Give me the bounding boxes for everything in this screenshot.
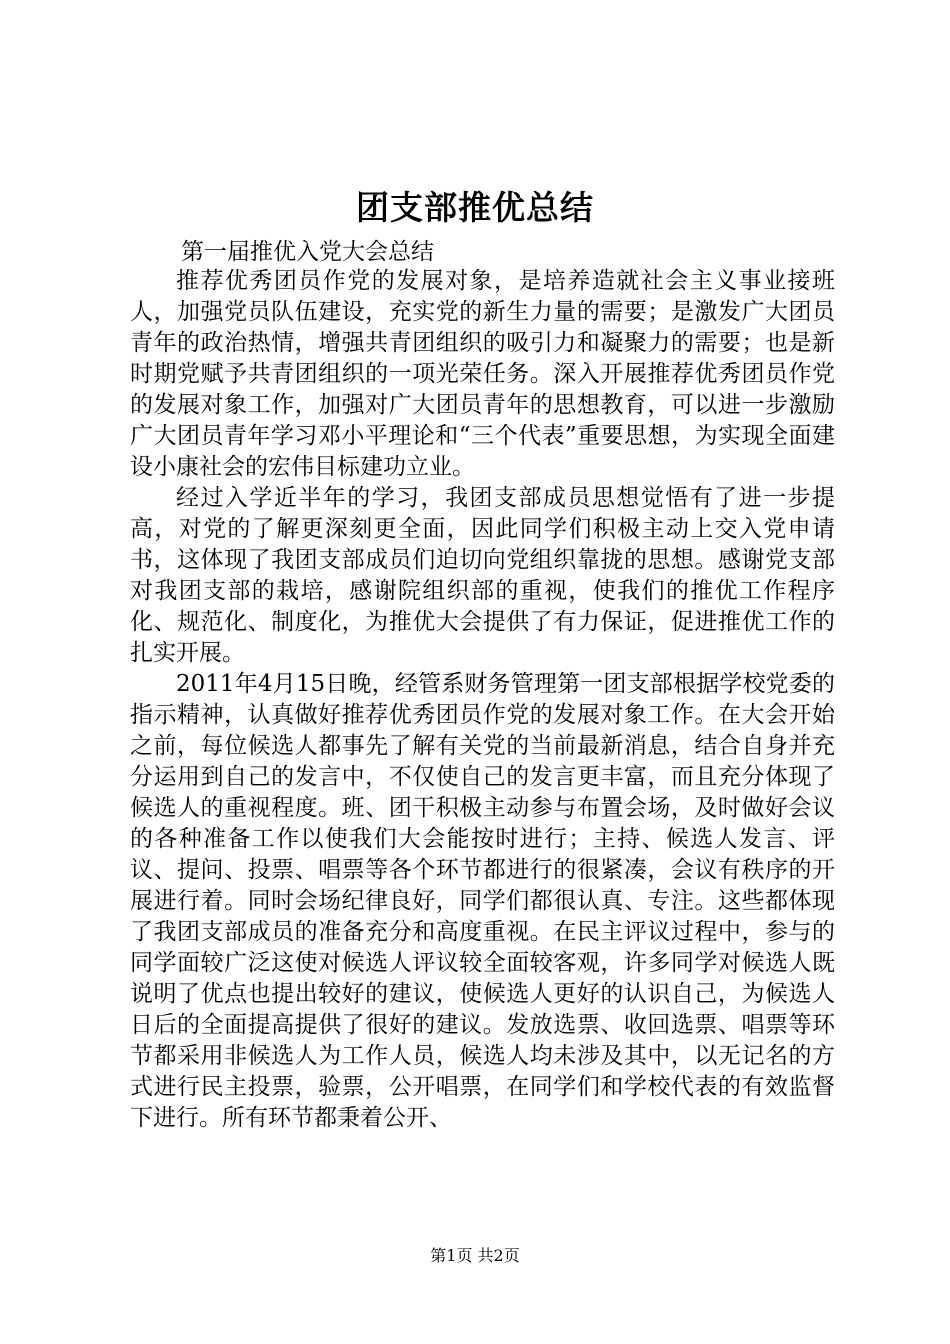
paragraph-3: 2011年4月15日晚，经管系财务管理第一团支部根据学校党委的指示精神，认真做好推荐优秀团员作党的发展对象工作。在大会开始之前，每位候选人都事先了解有关党的当前最新消息，结合自身并充分运用到自己的发言中，不仅使自己的发言更丰富，而且充分体现了候选人的重视程度。班、团干积极主动参与布置会场，及时做好会议的各种准备工作以使我们大会能按时进行；主持、候选人发言、评议、提问、投票、唱票等各个环节都进行的很紧凑，会议有秩序的开展进行着。同时会场纪律良好，同学们都很认真、专注。这些都体现了我团支部成员的准备充分和高度重视。在民主评议过程中，参与的同学面较广泛这使对候选人评议较全面较客观，许多同学对候选人既说明了优点也提出较好的建议，使候选人更好的认识自己，为候选人日后的全面提高提供了很好的建议。发放选票、收回选票、唱票等环节都采用非候选人为工作人员，候选人均未涉及其中，以无记名的方式进行民主投票，验票，公开唱票，在同学们和学校代表的有效监督下进行。所有环节都秉着公开、: [130, 671, 835, 1131]
document-subtitle: 第一届推优入党大会总结: [181, 239, 434, 265]
document-body: [130, 266, 835, 1134]
paragraph-2: 经过入学近半年的学习，我团支部成员思想觉悟有了进一步提高，对党的了解更深刻更全面，因此同学们积极主动上交入党申请书，这体现了我团支部成员们迫切向党组织靠拢的思想。感谢党支部对我团支部的栽培，感谢院组织部的重视，使我们的推优工作程序化、规范化、制度化，为推优大会提供了有力保证，促进推优工作的扎实开展。: [130, 485, 835, 666]
paragraph-1: 推荐优秀团员作党的发展对象，是培养造就社会主义事业接班人，加强党员队伍建设，充实党的新生力量的需要；是激发广大团员青年的政治热情，增强共青团组织的吸引力和凝聚力的需要；也是新时期党赋予共青团组织的一项光荣任务。深入开展推荐优秀团员作党的发展对象工作，加强对广大团员青年的思想教育，可以进一步激励广大团员青年学习邓小平理论和“三个代表”重要思想，为实现全面建设小康社会的宏伟目标建功立业。: [130, 268, 835, 480]
page-number-footer: 第1页 共2页: [430, 1246, 520, 1265]
document-title: 团支部推优总结: [356, 188, 594, 227]
